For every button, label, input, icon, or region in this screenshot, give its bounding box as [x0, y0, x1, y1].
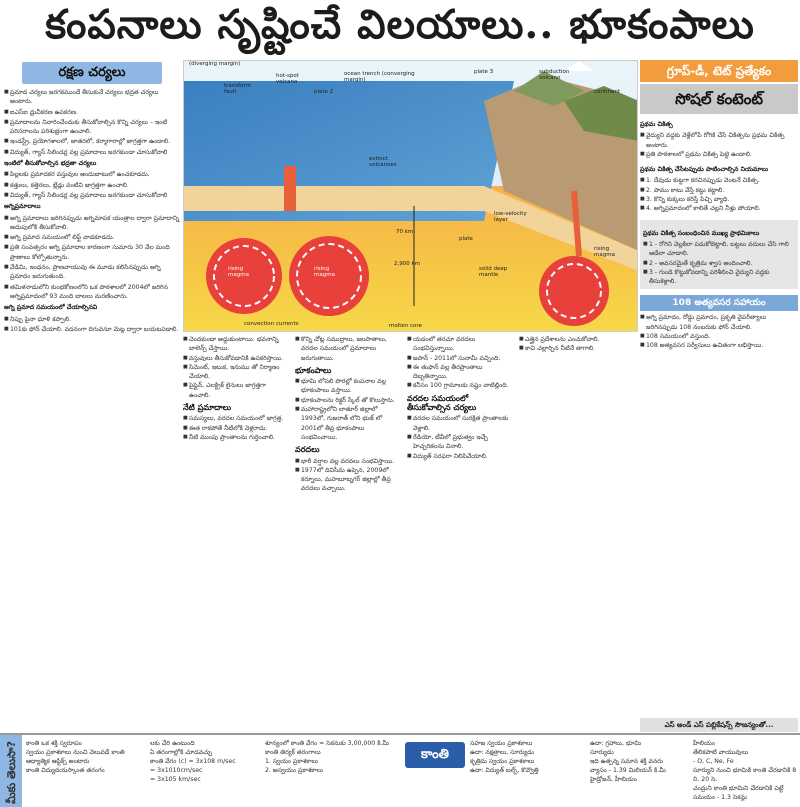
did-you-know-strip [0, 733, 800, 807]
bottom-col-2 [150, 739, 260, 807]
list-item: ■ వరదల సమయంలో సురక్షిత ప్రాంతాలకు వెళ్లాలి. [407, 414, 512, 433]
bottom-col-1 [26, 739, 146, 807]
subheading: అగ్ని ప్రమాద సమయంలో చేయాల్సినవి [4, 304, 98, 312]
list-item: కాంతి ఒక శక్తి స్వరూపం [26, 740, 82, 747]
subheading: వరదలు [295, 445, 320, 455]
list-item: ■ 3 - గుండె కొట్టుకోవడాన్ని పరిశీలించి వైద్యుని వద్దకు తీసుకెళ్లాలి. [643, 268, 795, 287]
list-item: శూన్యంలో కాంతి వేగం = సెకనుకు 3,00,000 కి.మీ [265, 740, 389, 747]
right-column [640, 60, 798, 730]
list-item: ఉదా: విద్యుత్ బల్బ్, కొవ్వొత్తి [470, 767, 539, 774]
list-item: ■ 108 సమయంలో వస్తుంది. [640, 332, 798, 341]
list-item: ■ 101కు ఫోన్ చేయాలి. వదనంగా దిగువనూ మెట్ల ద్వారా బయటపడాలి. [4, 325, 180, 334]
list-item: కాంతి విద్యుదయస్కాంత తరంగం [26, 767, 105, 774]
label-2900km: 2,900 km [394, 261, 421, 267]
list-item: ■ భూమి లోపలి పొరల్లో కంపనాల వల్ల భూకంపాలు వస్తాయి. [295, 377, 400, 396]
list-item: 1. స్వయం ప్రకాశకాలు [265, 758, 319, 765]
list-item: ■ 2. పాము కాటు వేస్తే కట్టు కట్టాలి. [640, 186, 798, 195]
list-item: కృత్రిమ స్వయం ప్రకాశకాలు [470, 758, 535, 765]
social-content-banner: సోషల్ కంటెంట్ [640, 84, 798, 114]
list-item: ■ ప్రతి పాఠశాలలో ప్రథమ చికిత్స పెట్టె ఉండాలి. [640, 150, 798, 159]
list-item: ■ ప్రమాదాలను నివారించేందుకు తీసుకోవాల్సిన కొన్ని చర్యలు – ఇంటి పరిసరాలను పరిశుభ్రంగా ఉంచాలి. [4, 118, 180, 137]
list-item: ఏ తరంగాల్లోకి చూడవచ్చు [150, 749, 213, 756]
light-topic-badge: కాంతి [405, 742, 465, 768]
label-transform: transform fault [224, 83, 251, 95]
list-item: ఉదా: నక్షత్రాలు, సూర్యుడు [470, 749, 534, 756]
label-rising2: rising magma [314, 266, 335, 278]
list-item: ■ రేడియో, టీవీలో ప్రభుత్వం ఇచ్చే హెచ్చరికలను వినాలి. [407, 433, 512, 452]
list-item: ■ 4. అగ్నిప్రమాదంలో కాలితే చల్లని నీళ్లు పోయాలి. [640, 204, 798, 213]
group-d-tet-banner: గ్రూప్-డీ, టెట్ ప్రత్యేకం [640, 60, 798, 82]
emergency-108-heading: 108 అత్యవసర సహాయం [640, 295, 798, 311]
list-item: ■ 3. కొన్ని కుక్కలు కరిస్తే పిచ్చి వ్యాధి. [640, 195, 798, 204]
subheading: భూకంపాలు [295, 365, 332, 375]
list-item: ■ 1977లో దివిసీమ ఉప్పెన, 2009లో కర్నూలు, మహబూబ్నగర్ జిల్లాల్లో తీవ్ర వరదలు వచ్చాయి. [295, 466, 400, 494]
list-item: ■ 2 - అవసరమైతే కృత్రిమ శ్వాస అందించాలి. [643, 259, 795, 268]
list-item: ■ తమిళనాడులోని కుంభకోణంలోని ఒక పాఠశాలలో 2004లో జరిగిన అగ్నిప్రమాదంలో 93 మంది బాలలు మరణించారు. [4, 283, 180, 302]
list-item: సూర్యుని నుంచి భూమికి కాంతి చేరడానికి 8 ని. 20 సె. [693, 767, 797, 783]
did-you-know-label: మీకు తెలుసా? [0, 735, 22, 807]
list-item: హైడ్రోజన్, హీలియం [590, 776, 637, 783]
list-item: హీలియం [693, 740, 716, 747]
list-item: ■ సమస్యలు, వరదల సమయంలో జాగ్రత్త. [183, 414, 288, 423]
list-item: ■ చెందకుండా అడ్డుకుంటాయి. భవనాన్ని బాలెన్స్ చేస్తాయి. [183, 335, 288, 354]
label-70km: 70 km [396, 229, 414, 235]
list-item: ■ కత్తులు, కత్తెరలు, బ్లేడ్లు వంటివి జాగ్రత్తగా ఉంచాలి. [4, 181, 180, 190]
label-plate2: plate 2 [314, 89, 334, 95]
subheading: నేటి ప్రమాదాలు [183, 403, 232, 413]
list-item: ■ యడంలో తరచూ వరదలు సంభవిస్తున్నాయి. [407, 335, 512, 354]
list-item: ■ కాచి చల్లార్చిన నీటినే తాగాలి. [519, 344, 634, 353]
list-item: ■ ఎత్తైన ప్రదేశాలను ఎంచుకోవాలి. [519, 335, 634, 344]
list-item: ■ భూకంపాలను రిక్టర్ స్కేల్ తో కొలుస్తారు. [295, 396, 400, 405]
list-item: ■ జపాన్ - 2011లో సునామీ వచ్చింది. [407, 354, 512, 363]
list-item: ■ ప్రమాద చర్యలు జరగకముందే తీసుకునే చర్యలు భద్రత చర్యలు అంటారు. [4, 88, 180, 107]
list-item: ■ అగ్ని ప్రమాదం, రోడ్డు ప్రమాదం, ప్రకృతి వైపరీత్యాలు జరిగినప్పుడు 108 నంబరుకు ఫోన్ చేయాలి. [640, 313, 798, 332]
list-item: ■ ఈ తుఫాన్ వల్ల తీరప్రాంతాలు దెబ్బతిన్నాయి. [407, 363, 512, 382]
list-item: ■ వేడిమి, ఇంధనం, ప్రాణవాయువు ఈ మూడు కలిసినప్పుడు అగ్ని ప్రమాదం జరుగుతుంది. [4, 263, 180, 282]
mid-col-3 [407, 335, 512, 730]
list-item: - O, C, Ne, Fe [693, 758, 734, 765]
list-item: ■ ఐఎస్ఐ ధ్రువీకరణ ఉపకరణ. [4, 108, 180, 117]
mid-col-4 [519, 335, 634, 730]
list-item: ■ కనీసం 100 గ్రామాలకు నష్టం వాటిల్లింది. [407, 381, 512, 390]
list-item: ■ ఈత రాకపోతే నీటిలోకి వెళ్లరాదు. [183, 424, 288, 433]
list-item: ■ వస్తువులు తీసుకోవడానికి ఉపకరిస్తాయి. [183, 354, 288, 363]
label-rising3: rising magma [594, 246, 615, 258]
mid-col-1 [183, 335, 288, 730]
list-item: సూర్యుడు [590, 749, 614, 756]
list-item: చంద్రుని కాంతి భూమిని చేరడానికి పట్టే సమయం - 1.3 సెకన్లు [693, 785, 784, 801]
list-item: ■ విద్యుత్, గ్యాస్ సిలిండర్ల వల్ల ప్రమాదాలు జరగకుండా చూసుకోవాలి [4, 191, 180, 200]
publisher-credit: ఎస్ అండ్ ఎస్ పబ్లికేషన్స్ సౌజన్యంతో... [640, 718, 798, 732]
subheading: వరదల సమయంలో తీసుకోవాల్సిన చర్యలు [407, 393, 477, 413]
list-item: ■ నిప్పు పైనా ధూళి కప్పాలి. [4, 315, 180, 324]
list-item: ఇది ఉత్పన్న సమాన శక్తి వనరు [590, 758, 664, 765]
list-item: ■ ప్రతి సంవత్సరం అగ్ని ప్రమాదాల కారణంగా సుమారు 30 వేల మంది ప్రాణాలు కోల్పోతున్నారు. [4, 243, 180, 262]
list-item: ■ నీటి ముంపు ప్రాంతాలను గుర్తించాలి. [183, 433, 288, 442]
label-mantle: solid deep mantle [479, 266, 508, 278]
list-item: ■ పైప్లైన్, ఎలక్ట్రిక్ లైనులు జాగ్రత్తగా ఉంచాలి. [183, 381, 288, 400]
list-item: సహజ స్వయం ప్రకాశకాలు [470, 740, 533, 747]
tectonic-illustration [184, 61, 638, 332]
bottom-col-4 [470, 739, 585, 807]
list-item: ఆధ్యాత్మిక ఆప్టిక్స్ అంటారు [26, 758, 90, 765]
page-title: కంపనాలు సృష్టించే విలయాలు.. భూకంపాలు [0, 0, 800, 55]
list-item: కాంతి తిర్యక్ తరంగాలు [265, 749, 321, 756]
label-core: molten core [389, 323, 422, 329]
list-item: ■ పిల్లలకు ప్రమాదకర వస్తువుల అందుబాటులో ఉంచకూడదు. [4, 170, 180, 179]
list-item: ■ భారీ వర్షాల వల్ల వరదలు సంభవిస్తాయి. [295, 457, 400, 466]
list-item: ■ 108 అత్యవసర సర్వీసులు ఉచితంగా లభిస్తాయి. [640, 341, 798, 350]
label-rising1: rising magma [228, 266, 249, 278]
subheading: అగ్నిప్రమాదాలు [4, 203, 41, 211]
list-item: = 3x105 km/sec [150, 776, 201, 783]
label-convection: convection currents [244, 321, 299, 327]
subheading: ప్రథమ చికిత్స చేసేటప్పుడు పాటించాల్సిన నియమాలు [640, 166, 768, 174]
list-item: ■ విద్యుత్ సరఫరా నిలిపివేయాలి. [407, 452, 512, 461]
label-hotspot: hot-spot volcano [276, 73, 299, 85]
first-aid-box [640, 220, 798, 290]
label-plate3: plate 3 [474, 69, 494, 75]
list-item: తేలికపాటి వాయువులు [693, 749, 748, 756]
label-plate: plate [459, 236, 473, 242]
left-column [4, 62, 180, 730]
list-item: వ్యాసం - 1.39 మిలియన్ కి.మీ [590, 767, 666, 774]
list-item: ■ కొన్ని చోట్ల సముద్రాలు, జలపాతాలు, వరదల సమయంలో ప్రమాదాలు జరుగుతాయి. [295, 335, 400, 363]
list-item: కాంతి వేగం (c) = 3x108 m/sec [150, 758, 236, 765]
label-extinct: extinct volcanoes [369, 156, 397, 168]
list-item: ■ మహారాష్ట్రలోని లాతూర్ జిల్లాలో 1993లో, గుజరాత్ లోని భుజ్ లో 2001లో తీవ్ర భూకంపాలు సంభవించాయి. [295, 405, 400, 442]
list-item: ■ 1. దేవుడు కుట్టగా కరచినప్పుడు వెంటనే చికిత్స. [640, 176, 798, 185]
label-trench: ocean trench (converging margin) [344, 71, 415, 83]
subheading: ప్రథమ చికిత్స సంబంధించిన ముఖ్య ప్రాథమికాలు [643, 229, 760, 237]
middle-columns [183, 335, 638, 730]
subheading: ఇంటిలో తీసుకోవాల్సిన భద్రతా చర్యలు [4, 160, 97, 168]
subheading: ప్రథమ చికిత్స [640, 121, 673, 128]
list-item: = 3x1010cm/sec [150, 767, 203, 774]
bottom-col-5 [590, 739, 690, 807]
list-item: స్వయం ప్రకాశకాలు నుంచి వెలువడే కాంతి [26, 749, 125, 756]
label-continent: continent [594, 89, 621, 95]
label-lowvel: low-velocity layer [494, 211, 527, 223]
list-item: ■ అగ్ని ప్రమాదాలు జరిగినప్పుడు అగ్నిమాపక యంత్రాల ద్వారా ప్రమాదాన్ని అదుపులోకి తీసుకోవాలి. [4, 214, 180, 233]
list-item: ■ ఇండస్ట్రీ, ప్రయోగశాలలో, జాతరలో, కర్మాగారాల్లో జాగ్రత్తగా ఉండాలి. [4, 137, 180, 146]
list-item: ■ సిమెంట్, ఇటుక, ఇనుము తో నిర్మాణం చేయాలి. [183, 363, 288, 382]
mid-col-2 [295, 335, 400, 730]
safety-heading: రక్షణ చర్యలు [22, 62, 162, 84]
list-item: లకు చేరి ఉంటుంది [150, 740, 195, 747]
label-diverging: (diverging margin) [189, 61, 241, 67]
list-item: ఉదా: గ్రహాలు, భూమి [590, 740, 642, 747]
list-item: ■ వైద్యుని వద్దకు వెళ్లేలోపే రోగికి చేసే చికిత్సను ప్రథమ చికిత్స అంటారు. [640, 131, 798, 150]
list-item: 2. అస్వయం ప్రకాశకాలు [265, 767, 323, 774]
bottom-col-3 [265, 739, 400, 807]
bottom-col-6 [693, 739, 797, 807]
tectonic-diagram [183, 60, 638, 332]
list-item: ■ అగ్ని ప్రమాద సమయంలో లిఫ్ట్ వాడకూడదు. [4, 233, 180, 242]
list-item: ■ విద్యుత్, గ్యాస్ సిలిండర్ల వల్ల ప్రమాదాలు జరగకుండా చూసుకోవాలి [4, 148, 180, 157]
list-item: ■ 1 - రోగిని వెల్లకిలా పడుకోబెట్టాలి, బట్టలు వదులు చేసి గాలి ఆడేలా చూడాలి. [643, 240, 795, 259]
label-subduction: subduction volcano [539, 69, 570, 81]
